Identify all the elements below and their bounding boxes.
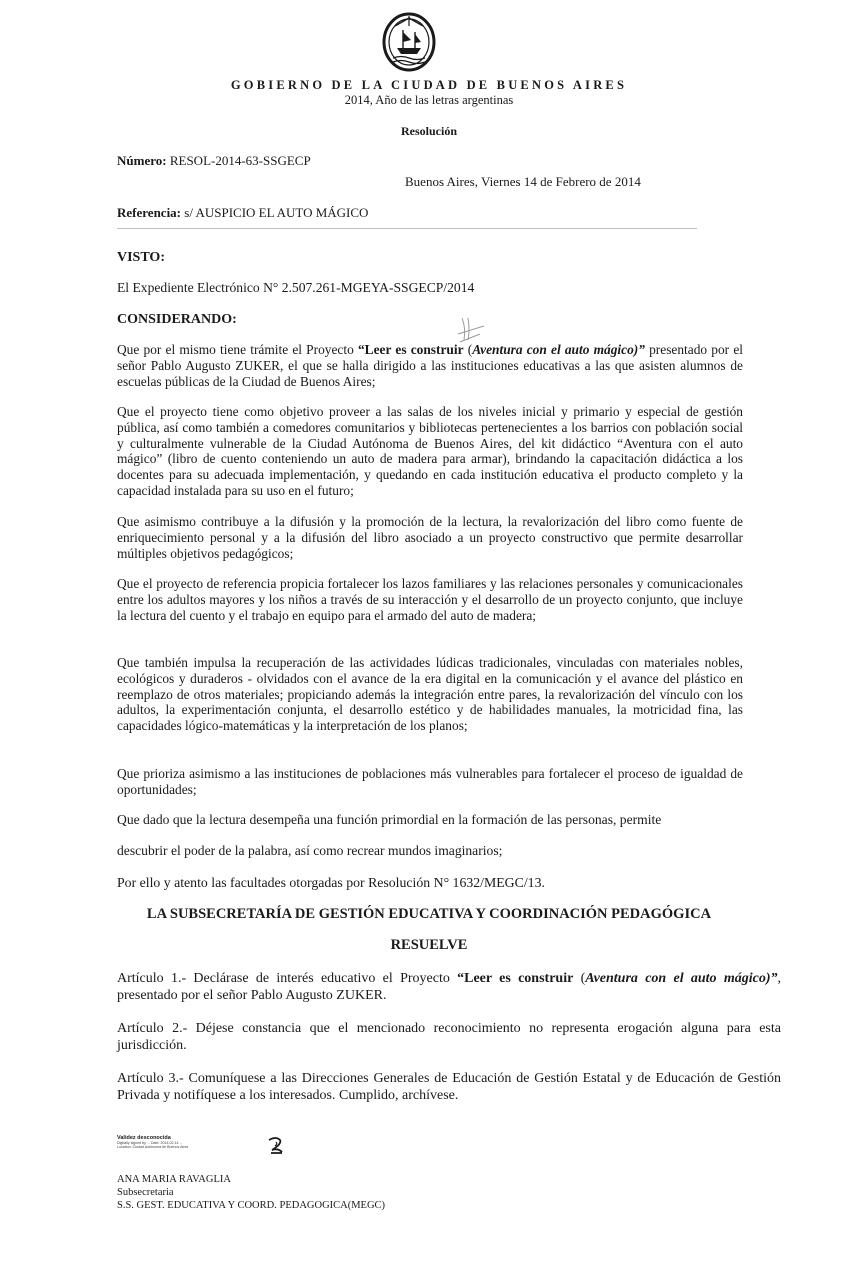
year-motto: 2014, Año de las letras argentinas bbox=[344, 93, 514, 107]
authority-title: LA SUBSECRETARÍA DE GESTIÓN EDUCATIVA Y COORDINACIÓN PEDAGÓGICA bbox=[146, 906, 712, 922]
number-label: Número: bbox=[117, 153, 167, 168]
signer-role: Subsecretaria bbox=[117, 1187, 174, 1198]
place-date: Buenos Aires, Viernes 14 de Febrero de 2014 bbox=[405, 174, 641, 189]
a1-text-a: Artículo 1.- Declárase de interés educativo el Proyecto bbox=[117, 971, 458, 986]
p1-text-a: Que por el mismo tiene trámite el Proyecto bbox=[117, 342, 358, 357]
number-row bbox=[117, 153, 311, 169]
signature-detail-2: Location: Ciudad Autónoma de Buenos Aires bbox=[117, 1145, 189, 1150]
signer-info bbox=[117, 1173, 385, 1212]
government-name: GOBIERNO DE LA CIUDAD DE BUENOS AIRES bbox=[230, 78, 628, 92]
considerando-paragraph-5: Que también impulsa la recuperación de las actividades lúdicas tradicionales, vinculadas con materiales nobles, ecológicos y duraderos - olvidados con el avance de la era digital en la comunicación y el avance del plástico en reemplazo de otros materiales; propiciando además la integración entre pares, la revalorización del vínculo con los adultos, la experimentación conjunta, el desarrollo estético y de habilidades manuales, la motricidad fina, las capacidades lógico-matemáticas y la interpretación de los planos; bbox=[117, 655, 743, 734]
article-3: Artículo 3.- Comuníquese a las Direcciones Generales de Educación de Gestión Estatal y de Educación de Gestión Privada y notifíquese a los interesados. Cumplido, archívese. bbox=[117, 1071, 781, 1103]
p1-text-e: presentado por el señor Pablo Augusto ZUKER, el que se halla dirigido a las instituciones educativas a las que asisten alumnos de escuelas públicas de la Ciudad de Buenos Aires; bbox=[117, 342, 743, 389]
signature-validity: Validez desconocida bbox=[117, 1135, 171, 1141]
considerando-paragraph-1 bbox=[117, 342, 743, 389]
signer-name: ANA MARIA RAVAGLIA bbox=[117, 1174, 231, 1185]
considerando-paragraph-3: Que asimismo contribuye a la difusión y la promoción de la lectura, la revalorización del libro como fuente de enriquecimiento personal y a la difusión del libro asociado a un proyecto constructivo que permite desarrollar múltiples objetivos pedagógicos; bbox=[117, 514, 743, 561]
reference-value: s/ AUSPICIO EL AUTO MÁGICO bbox=[184, 205, 369, 220]
resuelve-title: RESUELVE bbox=[390, 937, 468, 953]
visto-heading: VISTO: bbox=[117, 250, 165, 265]
considerando-paragraph-8: Por ello y atento las facultades otorgadas por Resolución N° 1632/MEGC/13. bbox=[117, 875, 545, 890]
p1-project-subtitle: Aventura con el auto mágico)” bbox=[472, 342, 645, 357]
reference-label: Referencia: bbox=[117, 205, 182, 220]
considerando-paragraph-4: Que el proyecto de referencia propicia fortalecer los lazos familiares y las relaciones personales y comunicacionales entre los adultos mayores y los niños a través de su interacción y el desarrollo de un proyecto conjunto, que incluye la lectura del cuento y el trabajo en equipo para el armado del auto de madera; bbox=[117, 576, 743, 623]
reference-row bbox=[117, 205, 368, 221]
city-seal-icon bbox=[381, 12, 437, 74]
article-2: Artículo 2.- Déjese constancia que el mencionado reconocimiento no representa erogación alguna para esta jurisdicción. bbox=[117, 1021, 781, 1053]
digital-signature-block bbox=[117, 1135, 277, 1150]
visto-text: El Expediente Electrónico N° 2.507.261-MGEYA-SSGECP/2014 bbox=[117, 280, 475, 295]
signer-office: S.S. GEST. EDUCATIVA Y COORD. PEDAGOGICA(MEGC) bbox=[117, 1200, 386, 1211]
considerando-paragraph-2: Que el proyecto tiene como objetivo proveer a las salas de los niveles inicial y primario y especial de gestión pública, así como también a comedores comunitarios y bibliotecas pertenecientes a los barrios con población social y culturalmente vulnerable de la Ciudad Autónoma de Buenos Aires, del kit didáctico “Aventura con el auto mágico” (libro de cuento conteniendo un auto de madera para armar), brindando la capacitación didáctica a los docentes para su adecuada implementación, y quedando en cada institución educativa el producto completo y la capacidad instalada para su uso en el futuro; bbox=[117, 404, 743, 498]
considerando-paragraph-6: Que prioriza asimismo a las instituciones de poblaciones más vulnerables para fortalecer el proceso de igualdad de oportunidades; bbox=[117, 766, 743, 797]
considerando-paragraph-7b: descubrir el poder de la palabra, así como recrear mundos imaginarios; bbox=[117, 843, 503, 858]
p1-project-name: “Leer es construir bbox=[357, 342, 464, 357]
a1-project-subtitle: Aventura con el auto mágico)” bbox=[585, 971, 778, 986]
considerando-heading: CONSIDERANDO: bbox=[117, 312, 237, 327]
divider bbox=[117, 228, 697, 229]
document-type: Resolución bbox=[400, 124, 457, 138]
signature-mark-icon bbox=[266, 1136, 286, 1156]
article-1 bbox=[117, 970, 781, 1004]
signature-detail-1: Digitally signed by ... Date: 2014.02.14 ... bbox=[117, 1141, 183, 1145]
number-value: RESOL-2014-63-SSGECP bbox=[169, 153, 311, 168]
a1-text-e: , presentado por el señor Pablo Augusto ZUKER. bbox=[117, 971, 781, 1003]
a1-project-name: “Leer es construir bbox=[457, 971, 574, 986]
a1-text-c: ( bbox=[573, 971, 586, 986]
considerando-paragraph-7a: Que dado que la lectura desempeña una función primordial en la formación de las personas, permite bbox=[117, 812, 662, 827]
p1-text-c: ( bbox=[463, 342, 473, 357]
